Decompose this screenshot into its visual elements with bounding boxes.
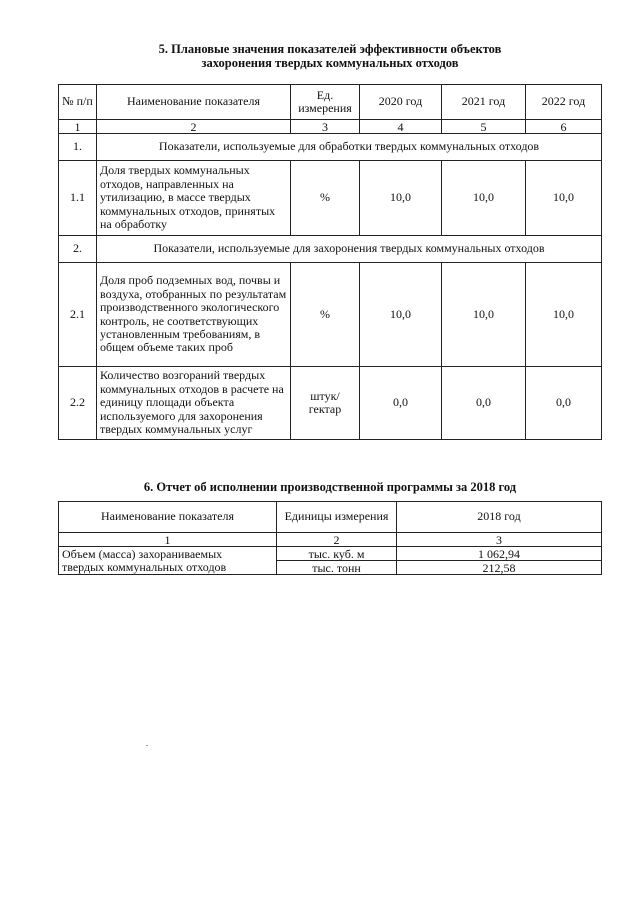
header-2021: 2021 год bbox=[442, 85, 526, 120]
column-number-row bbox=[59, 533, 602, 547]
value-2020: 10,0 bbox=[360, 161, 442, 236]
column-number: 6 bbox=[526, 120, 602, 134]
header-2022: 2022 год bbox=[526, 85, 602, 120]
value-2018: 1 062,94 bbox=[397, 547, 602, 561]
value-2018: 212,58 bbox=[397, 561, 602, 575]
group-label: Показатели, используемые для обработки твердых коммунальных отходов bbox=[97, 134, 602, 161]
value-2021: 10,0 bbox=[442, 161, 526, 236]
column-number: 3 bbox=[291, 120, 360, 134]
indicator-unit: тыс. тонн bbox=[277, 561, 397, 575]
column-number: 1 bbox=[59, 120, 97, 134]
header-indicator-name: Наименование показателя bbox=[97, 85, 291, 120]
column-number-row bbox=[59, 120, 602, 134]
group-row-burial bbox=[59, 236, 602, 263]
table-row bbox=[59, 263, 602, 367]
value-2020: 10,0 bbox=[360, 263, 442, 367]
section-5-title bbox=[60, 42, 600, 70]
header-unit: Ед. измерения bbox=[291, 85, 360, 120]
header-2020: 2020 год bbox=[360, 85, 442, 120]
table-row bbox=[59, 561, 602, 575]
group-number: 1. bbox=[59, 134, 97, 161]
value-2022: 10,0 bbox=[526, 263, 602, 367]
column-number: 1 bbox=[59, 533, 277, 547]
indicator-name: Количество возгораний твердых коммунальных отходов в расчете на единицу площади объекта используемого для захоронения твердых коммунальных услуг bbox=[97, 367, 291, 440]
table-header-row bbox=[59, 502, 602, 533]
row-number: 1.1 bbox=[59, 161, 97, 236]
indicator-name: Доля твердых коммунальных отходов, направленных на утилизацию, в массе твердых коммунальных отходов, принятых на обработку bbox=[97, 161, 291, 236]
value-2021: 10,0 bbox=[442, 263, 526, 367]
indicator-name-line-2: твердых коммунальных отходов bbox=[59, 561, 277, 575]
indicator-name: Доля проб подземных вод, почвы и воздуха, отобранных по результатам производственного экологического контроль, не соответствующих установленным требованиям, в общем объеме таких проб bbox=[97, 263, 291, 367]
indicator-unit: тыс. куб. м bbox=[277, 547, 397, 561]
group-number: 2. bbox=[59, 236, 97, 263]
scan-speck bbox=[146, 745, 148, 746]
value-2022: 10,0 bbox=[526, 161, 602, 236]
header-indicator-name: Наименование показателя bbox=[59, 502, 277, 533]
group-row-processing bbox=[59, 134, 602, 161]
table-row bbox=[59, 547, 602, 561]
table-row bbox=[59, 161, 602, 236]
column-number: 2 bbox=[97, 120, 291, 134]
indicator-unit: % bbox=[291, 263, 360, 367]
table-header-row bbox=[59, 85, 602, 120]
column-number: 3 bbox=[397, 533, 602, 547]
section-5-title-line-2: захоронения твердых коммунальных отходов bbox=[201, 56, 459, 70]
group-label: Показатели, используемые для захоронения твердых коммунальных отходов bbox=[97, 236, 602, 263]
indicator-unit: % bbox=[291, 161, 360, 236]
indicator-name-line-1: Объем (масса) захораниваемых bbox=[59, 547, 277, 561]
header-num: № п/п bbox=[59, 85, 97, 120]
column-number: 2 bbox=[277, 533, 397, 547]
value-2021: 0,0 bbox=[442, 367, 526, 440]
value-2022: 0,0 bbox=[526, 367, 602, 440]
program-execution-report-table bbox=[58, 501, 602, 575]
performance-indicators-table bbox=[58, 84, 602, 440]
row-number: 2.1 bbox=[59, 263, 97, 367]
header-unit: Единицы измерения bbox=[277, 502, 397, 533]
value-2020: 0,0 bbox=[360, 367, 442, 440]
indicator-unit: штук/ гектар bbox=[291, 367, 360, 440]
table-row bbox=[59, 367, 602, 440]
column-number: 5 bbox=[442, 120, 526, 134]
section-6-title: 6. Отчет об исполнении производственной программы за 2018 год bbox=[143, 480, 517, 494]
row-number: 2.2 bbox=[59, 367, 97, 440]
header-2018: 2018 год bbox=[397, 502, 602, 533]
section-5-title-line-1: 5. Плановые значения показателей эффективности объектов bbox=[158, 42, 502, 56]
column-number: 4 bbox=[360, 120, 442, 134]
